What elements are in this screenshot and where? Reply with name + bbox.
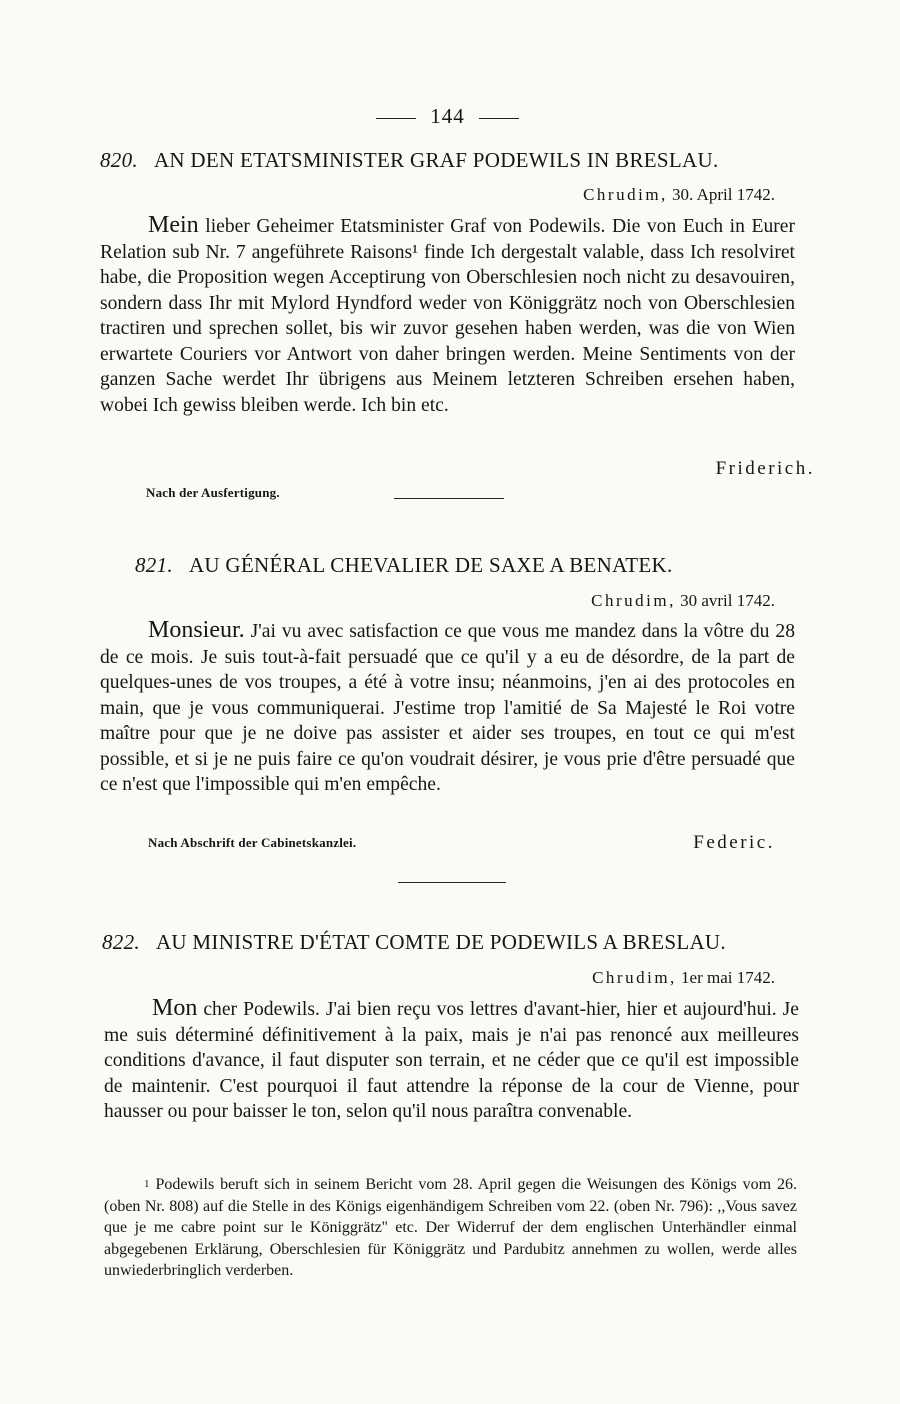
letter-text: cher Podewils. J'ai bien reçu vos lettres d'avant-hier, hier et aujourd'hui. Je me suis déterminé définitivement à la paix, mais je n'ai pas renoncé aux meilleures conditions d'avance, il faut disputer son terrain, et ne céder que ce qu'il est impossible de maintenir. C'est pourquoi il faut attendre la réponse de la cour de Vienne, pour hausser ou pour baisser le ton, selon qu'il nous paraîtra convenable.	[104, 999, 799, 1122]
letter-820-heading	[100, 148, 795, 173]
letter-821-signature: Federic.	[693, 832, 775, 853]
letter-first-word: Mein	[148, 212, 199, 238]
letter-first-word: Monsieur.	[148, 617, 245, 643]
letter-title: AU GÉNÉRAL CHEVALIER DE SAXE A BENATEK.	[188, 553, 673, 577]
footnote-marker: 1	[144, 1178, 150, 1190]
letter-place: Chrudim,	[583, 185, 668, 204]
letter-820-body	[100, 213, 795, 418]
footnote-text: Podewils beruft sich in seinem Bericht vom 28. April gegen die Weisungen des Königs vom 26. (oben Nr. 808) auf die Stelle in des Königs eigenhändigem Schreiben vom 22. (oben Nr. 796): ,,Vous savez que je me cabre point sur le Königgrätz'' etc. Der Widerruf der dem englischen Unterhändler einmal abgegebenen Erklärung, Oberschlesien für Königgrätz und Pardubitz annehmen zu wollen, werde alles unwiederbringlich verderben.	[104, 1176, 797, 1279]
footnote-1	[104, 1174, 797, 1282]
letter-place: Chrudim,	[592, 968, 677, 987]
letter-822-heading	[102, 930, 797, 955]
letter-number: 822.	[102, 930, 140, 954]
letter-821-place-date	[591, 591, 775, 611]
page-number-dash-left	[376, 118, 416, 119]
letter-821-body	[100, 618, 795, 798]
letter-title: AU MINISTRE D'ÉTAT COMTE DE PODEWILS A BRESLAU.	[155, 930, 726, 954]
letter-822-body	[104, 996, 799, 1125]
letter-text: J'ai vu avec satisfaction ce que vous me mandez dans la vôtre du 28 de ce mois. Je suis tout-à-fait persuadé que ce qu'il y a eu de désordre, de la part de quelques-unes de vos troupes, a été à votre insu; néanmoins, j'en ai des protocoles en main, que je vous communiquerai. J'estime trop l'amitié de Sa Majesté le Roi votre maître pour que je ne doive pas assister et aider ses troupes, en tout ce qui m'est possible, et si je ne puis faire ce qu'on voudrait désirer, je vous prie d'être persuadé que ce n'est que l'impossible qui m'en empêche.	[100, 621, 795, 795]
letter-822-place-date	[592, 968, 775, 988]
section-divider	[394, 498, 504, 499]
letter-date: 30 avril 1742.	[680, 591, 775, 610]
letter-date: 1er mai 1742.	[681, 968, 775, 987]
letter-place: Chrudim,	[591, 591, 676, 610]
letter-text: lieber Geheimer Etatsminister Graf von Podewils. Die von Euch in Eurer Relation sub Nr. 7 angeführete Raisons¹ finde Ich dergestalt valable, dass Ich resolviret habe, die Proposition wegen Acceptirung von Oberschlesien noch nicht zu desavouiren, sondern dass Ihr mit Mylord Hyndford weder von Königgrätz noch von Oberschlesien tractiren und sprechen sollet, bis wir zuvor gesehen haben werden, was die von Wien erwartete Couriers vor Antwort von daher bringen werden. Meine Sentiments von der ganzen Sache werdet Ihr übrigens aus Meinem letzteren Schreiben ersehen haben, wobei Ich gewiss bleiben werde. Ich bin etc.	[100, 216, 795, 416]
footnotes	[104, 1174, 797, 1282]
letter-date: 30. April 1742.	[672, 185, 775, 204]
letter-first-word: Mon	[152, 995, 198, 1021]
letter-number: 821.	[135, 553, 173, 577]
letter-number: 820.	[100, 148, 138, 172]
letter-title: AN DEN ETATSMINISTER GRAF PODEWILS IN BRESLAU.	[153, 148, 719, 172]
page-number-text: 144	[430, 104, 465, 128]
page-number	[100, 104, 795, 129]
section-divider	[398, 882, 506, 883]
letter-820-place-date	[583, 185, 775, 205]
letter-821-source-note: Nach Abschrift der Cabinetskanzlei.	[148, 835, 357, 850]
letter-820-signature: Friderich.	[715, 458, 815, 479]
letter-821-heading	[135, 553, 830, 578]
letter-820-source-note: Nach der Ausfertigung.	[146, 485, 280, 500]
page-number-dash-right	[479, 118, 519, 119]
